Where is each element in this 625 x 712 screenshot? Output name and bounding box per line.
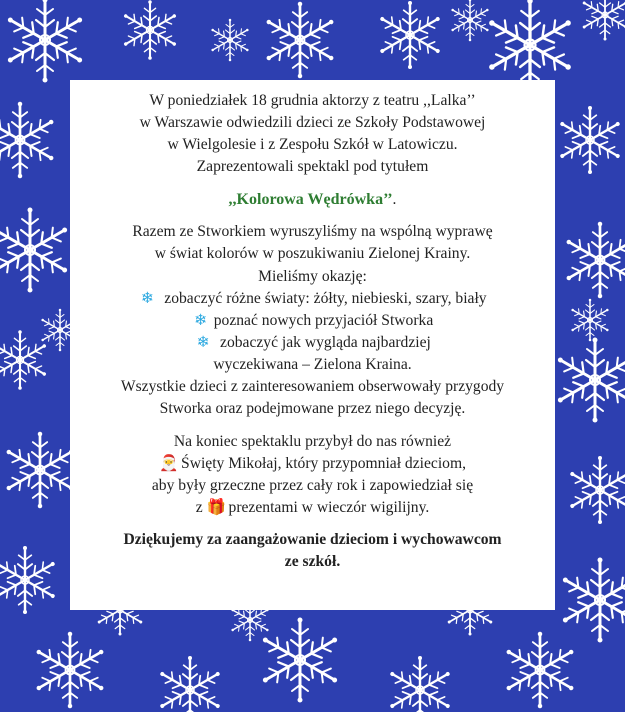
intro-line: Zaprezentowali spektakl pod tytułem bbox=[196, 158, 429, 176]
play-title-line bbox=[76, 189, 549, 212]
body-line: 🎅 Święty Mikołaj, który przypomniał dzieciom, bbox=[76, 453, 549, 475]
body-line: aby były grzeczne przez cały rok i zapowiedział się bbox=[151, 476, 474, 494]
body-line: Mieliśmy okazję: bbox=[258, 267, 367, 285]
intro-line: w Wielgolesie i z Zespołu Szkół w Latowiczu. bbox=[167, 136, 458, 154]
play-title: ,,Kolorowa Wędrówka’’ bbox=[228, 190, 393, 208]
body-line: Stworka oraz podejmowane przez niego decyzję. bbox=[159, 400, 466, 418]
bullet-item bbox=[76, 288, 549, 310]
body-line: z 🎁 prezentami w wieczór wigilijny. bbox=[76, 497, 549, 519]
santa-icon: 🎅 bbox=[159, 454, 179, 472]
play-title-suffix: . bbox=[392, 190, 397, 208]
body-line: Razem ze Stworkiem wyruszyliśmy na wspólną wyprawę bbox=[132, 223, 493, 241]
body-line: Wszystkie dzieci z zainteresowaniem obserwowały przygody bbox=[120, 378, 505, 396]
bullet-item bbox=[76, 332, 549, 354]
bullet-text: zobaczyć różne światy: żółty, niebieski, szary, biały bbox=[164, 289, 487, 307]
gift-icon: 🎁 bbox=[206, 498, 226, 516]
body-line: Na koniec spektaklu przybył do nas również bbox=[173, 432, 452, 450]
bullet-text: poznać nowych przyjaciół Stworka bbox=[213, 311, 434, 329]
intro-line: w Warszawie odwiedzili dzieci ze Szkoły Podstawowej bbox=[139, 114, 486, 132]
bullet-item bbox=[76, 310, 549, 332]
body-line: w świat kolorów w poszukiwaniu Zielonej Krainy. bbox=[154, 245, 471, 263]
snowflake-icon: ❄ bbox=[194, 311, 208, 329]
bullet-text: zobaczyć jak wygląda najbardziej bbox=[220, 333, 431, 351]
snowflake-icon: ❄ bbox=[196, 333, 210, 351]
body-line: wyczekiwana – Zielona Kraina. bbox=[213, 356, 412, 374]
closing-line: Dziękujemy za zaangażowanie dzieciom i wychowawcom bbox=[123, 531, 502, 549]
announcement-card bbox=[70, 80, 555, 610]
intro-line: W poniedziałek 18 grudnia aktorzy z teatru ,,Lalka’’ bbox=[149, 92, 476, 109]
snowflake-icon: ❄ bbox=[140, 289, 154, 307]
closing-line: ze szkół. bbox=[284, 553, 341, 571]
